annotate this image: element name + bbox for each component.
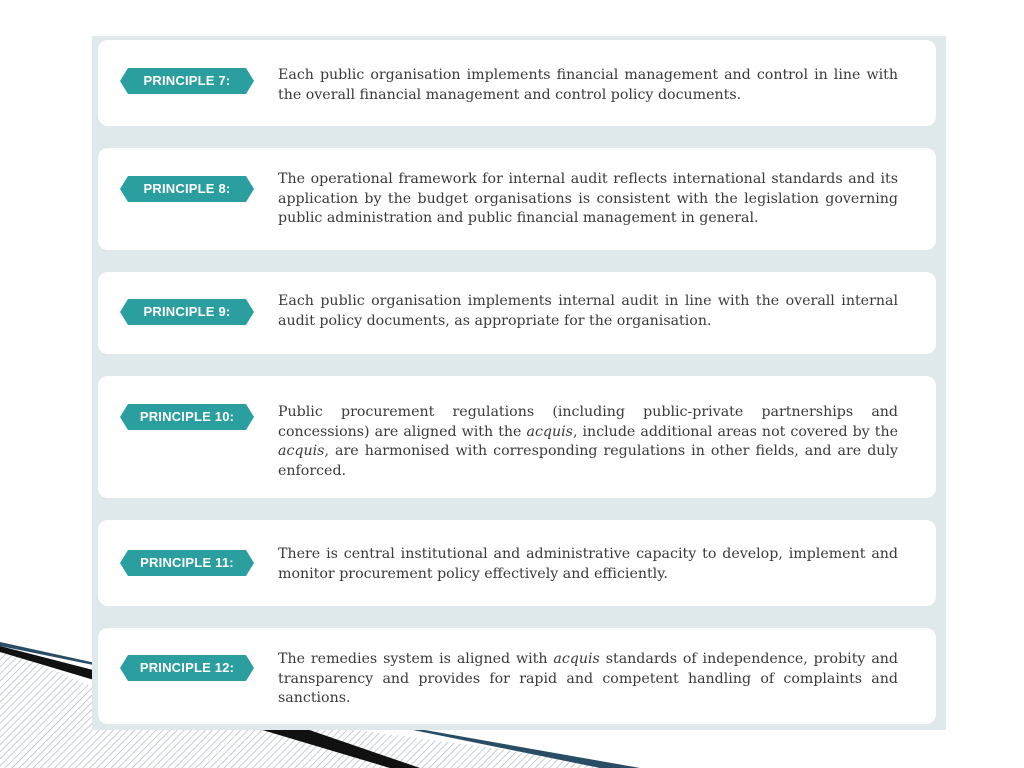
principle-badge-12 bbox=[120, 655, 254, 681]
principle-card-12 bbox=[98, 628, 936, 724]
principle-card-11 bbox=[98, 520, 936, 606]
principle-badge-9 bbox=[120, 299, 254, 325]
text-part: , are harmonised with corresponding regulations in other fields, and are duly enforced. bbox=[278, 443, 898, 479]
principle-text-7: Each public organisation implements financial management and control in line with the overall financial management and control policy documents. bbox=[278, 67, 898, 103]
principle-card-7 bbox=[98, 40, 936, 126]
principle-card-9 bbox=[98, 272, 936, 354]
principle-text-8: The operational framework for internal audit reflects international standards and its application by the budget organisations is consistent with the legislation governing public administration and public financial management in general. bbox=[278, 171, 898, 226]
principle-badge-10 bbox=[120, 404, 254, 430]
principle-card-10 bbox=[98, 376, 936, 498]
principle-badge-8 bbox=[120, 176, 254, 202]
principle-card-8 bbox=[98, 148, 936, 250]
text-part: , include additional areas not covered by the bbox=[572, 423, 898, 440]
principle-label-12: PRINCIPLE 12: bbox=[139, 660, 235, 675]
principle-label-11: PRINCIPLE 11: bbox=[140, 555, 234, 570]
principles-panel bbox=[92, 36, 946, 730]
principle-label-7: PRINCIPLE 7: bbox=[143, 73, 231, 88]
principle-label-10: PRINCIPLE 10: bbox=[139, 409, 235, 424]
principle-text-10 bbox=[278, 403, 898, 481]
principle-text-9: Each public organisation implements internal audit in line with the overall internal audit policy documents, as appropriate for the organisation. bbox=[278, 293, 898, 329]
principle-label-8: PRINCIPLE 8: bbox=[143, 181, 231, 196]
text-part-italic: acquis bbox=[278, 443, 325, 459]
text-part: The remedies system is aligned with bbox=[278, 651, 554, 667]
principle-text-11: There is central institutional and administrative capacity to develop, implement and monitor procurement policy effectively and efficiently. bbox=[278, 546, 898, 582]
text-part: standards of independence, probity and transparency and provides for rapid and competent handling of complaints and sanctions. bbox=[278, 651, 898, 706]
principle-badge-7 bbox=[120, 68, 254, 94]
principle-text-12 bbox=[278, 650, 898, 709]
text-part-italic: acquis bbox=[553, 651, 600, 667]
principle-label-9: PRINCIPLE 9: bbox=[143, 304, 231, 319]
text-part-italic: acquis bbox=[526, 423, 573, 440]
principle-badge-11 bbox=[120, 550, 254, 576]
text-part: Public procurement regulations (including public-private partnerships and concessions) are aligned with the bbox=[278, 404, 898, 440]
